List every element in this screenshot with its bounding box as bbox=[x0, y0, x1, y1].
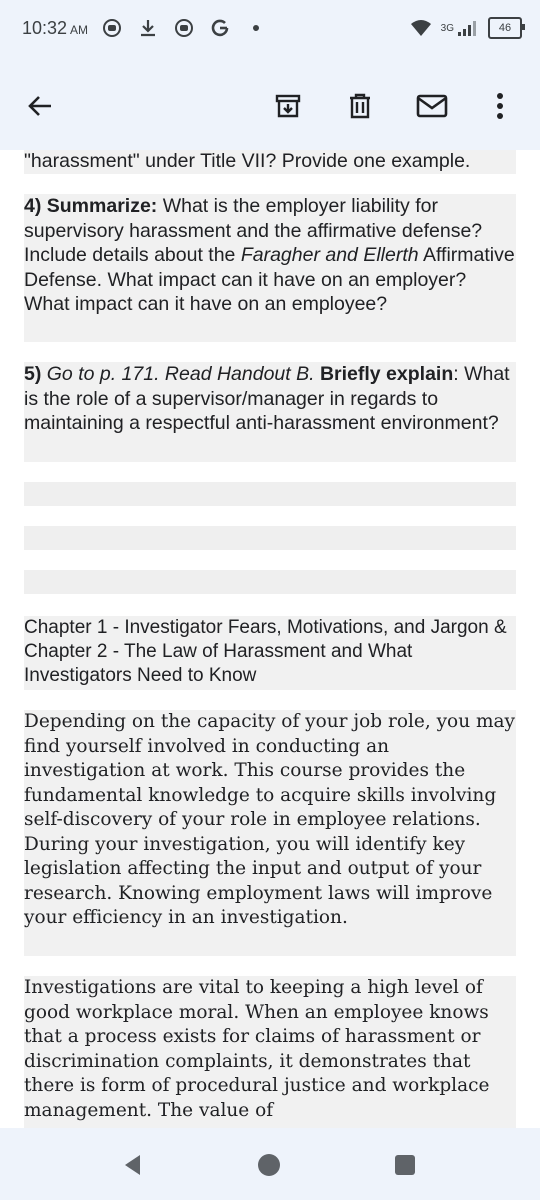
system-nav-bar bbox=[0, 1128, 540, 1200]
mark-unread-button[interactable] bbox=[414, 88, 450, 124]
question-4-text: What is the employer liability for supervisory harassment and the affirmative defense? Include details about the bbox=[24, 195, 483, 266]
battery-level: 46 bbox=[498, 22, 512, 34]
question-3-text: "harassment" under Title VII? Provide one example. bbox=[24, 150, 471, 172]
square-recents-icon bbox=[393, 1153, 417, 1177]
mail-icon bbox=[416, 92, 448, 120]
email-toolbar bbox=[0, 60, 540, 150]
trash-icon bbox=[346, 92, 374, 120]
question-5-text: : What is the role of a supervisor/manager in regards to maintaining a respectful anti-harassment environment? bbox=[24, 363, 510, 434]
arrow-left-icon bbox=[26, 92, 54, 120]
clock-text: 10:32 bbox=[22, 18, 68, 38]
blank-line bbox=[24, 570, 516, 594]
question-4-label: 4) Summarize: bbox=[24, 195, 158, 217]
paragraph-2-text: Investigations are vital to keeping a high level of good workplace moral. When an employee knows that a process exists for claims of harassment or discrimination complaints, it demonstrates that there is form of procedural justice and workplace management. The value of bbox=[24, 977, 490, 1121]
archive-button[interactable] bbox=[270, 88, 306, 124]
paragraph-1 bbox=[24, 710, 516, 956]
nav-home-button[interactable] bbox=[254, 1150, 284, 1180]
chapter-title bbox=[24, 616, 516, 690]
triangle-back-icon bbox=[120, 1152, 146, 1178]
circle-home-icon bbox=[256, 1152, 282, 1178]
wifi-icon bbox=[409, 16, 433, 40]
question-5-italic: Go to p. 171. Read Handout B. bbox=[41, 363, 315, 385]
more-options-button[interactable] bbox=[482, 88, 518, 124]
delete-button[interactable] bbox=[342, 88, 378, 124]
status-bar bbox=[0, 0, 540, 60]
nav-back-button[interactable] bbox=[118, 1150, 148, 1180]
question-4 bbox=[24, 194, 516, 342]
notification-icons bbox=[100, 16, 268, 40]
blank-line bbox=[24, 482, 516, 506]
question-4-text-2: Affirmative Defense. What impact can it have on an employer? What impact can it have on an employee? bbox=[24, 244, 515, 315]
paragraph-2 bbox=[24, 976, 516, 1128]
back-button[interactable] bbox=[22, 88, 58, 124]
battery-icon bbox=[488, 17, 522, 39]
signal-icon bbox=[456, 16, 480, 40]
app-notification-icon-2 bbox=[172, 16, 196, 40]
download-icon bbox=[136, 16, 160, 40]
question-3-tail bbox=[24, 150, 516, 174]
dot-icon bbox=[244, 16, 268, 40]
chapter-title-text: Chapter 1 - Investigator Fears, Motivations, and Jargon & Chapter 2 - The Law of Harassment and What Investigators Need to Know bbox=[24, 617, 507, 686]
network-type: 3G bbox=[440, 22, 454, 34]
question-4-italic: Faragher and Ellerth bbox=[240, 244, 419, 266]
google-icon bbox=[208, 16, 232, 40]
paragraph-1-text: Depending on the capacity of your job role, you may find yourself involved in conducting an investigation at work. This course provides the fundamental knowledge to acquire skills involving self-discovery of your role in employee relations. During your investigation, you will identify key legislation affecting the input and output of your research. Knowing employment laws will improve your efficiency in an investigation. bbox=[24, 711, 516, 928]
archive-icon bbox=[274, 92, 302, 120]
clock-ampm: AM bbox=[70, 23, 89, 37]
question-5-bold: Briefly explain bbox=[314, 363, 454, 385]
more-vertical-icon bbox=[496, 92, 504, 120]
nav-recents-button[interactable] bbox=[390, 1150, 420, 1180]
question-5-label: 5) bbox=[24, 363, 42, 385]
app-notification-icon bbox=[100, 16, 124, 40]
email-body bbox=[0, 150, 540, 1128]
system-icons bbox=[409, 16, 522, 40]
question-5 bbox=[24, 362, 516, 462]
status-time bbox=[22, 18, 88, 39]
blank-line bbox=[24, 526, 516, 550]
